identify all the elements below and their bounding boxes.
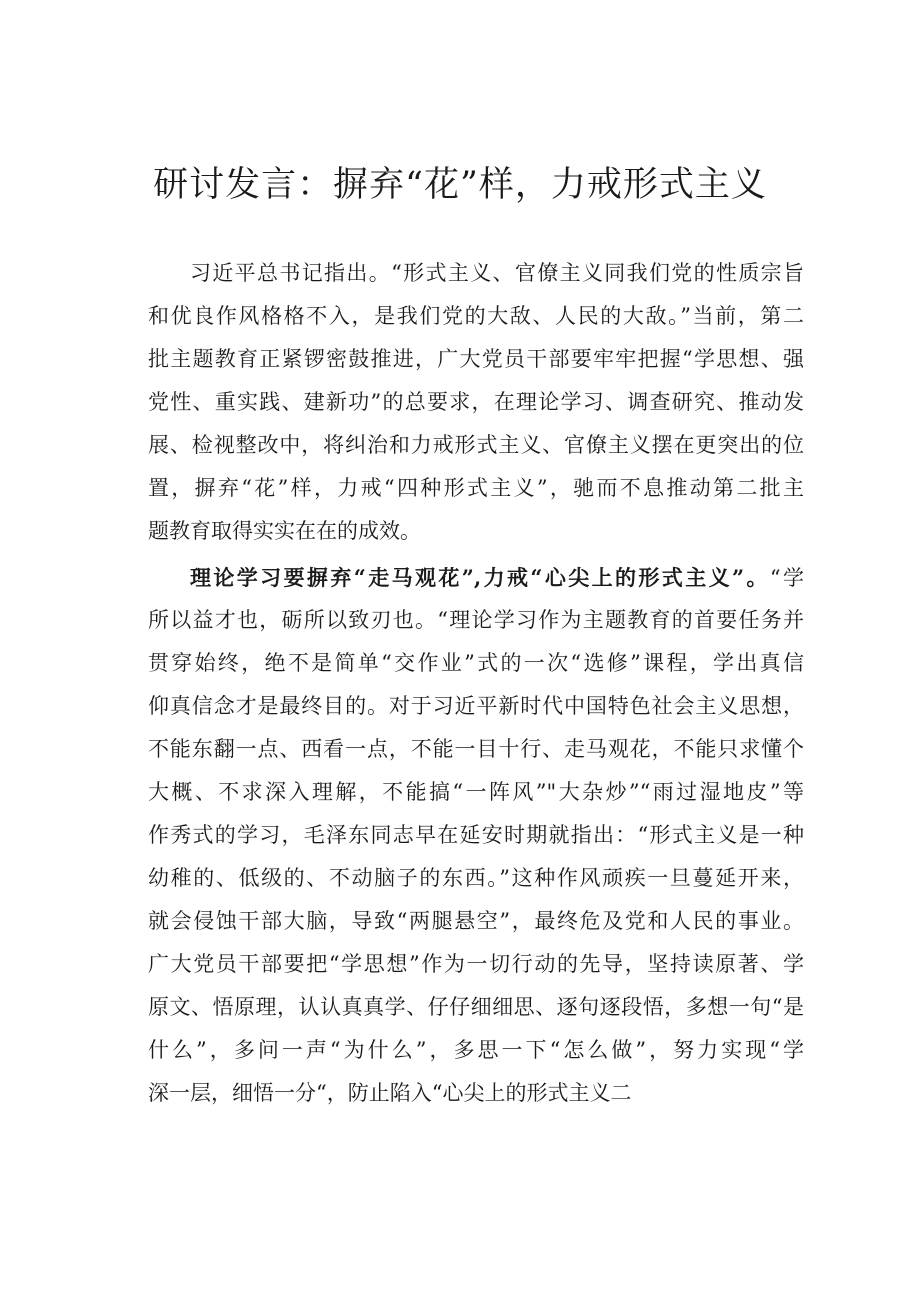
text-line (148, 556, 804, 599)
text-line: 不能东翻一点、西看一点，不能一目十行、走马观花，不能只求懂个 (148, 737, 804, 761)
paragraph-lead-heading: 理论学习要摒弃“走马观花”,力戒“心尖上的形式主义”。 (190, 565, 770, 590)
text-fragment: “学 (769, 566, 804, 590)
text-line: 就会侵蚀干部大脑，导致“两腿悬空”，最终危及党和人民的事业。 (148, 909, 804, 933)
text-line: 什么”，多问一声“为什么”，多思一下“怎么做”，努力实现“学 (148, 1038, 804, 1062)
text-line: 和优良作风格格不入，是我们党的大敌、人民的大敌。”当前，第二 (148, 304, 804, 328)
text-line: 所以益才也，砺所以致刃也。“理论学习作为主题教育的首要任务并 (148, 608, 804, 632)
text-line: 广大党员干部要把“学思想”作为一切行动的先导，坚持读原著、学 (148, 952, 804, 976)
document-title: 研讨发言：摒弃“花”样，力戒形式主义 (153, 165, 767, 205)
text-line: 置，摒弃“花”样，力戒“四种形式主义”，驰而不息推动第二批主 (148, 476, 804, 500)
text-line: 批主题教育正紧锣密鼓推进，广大党员干部要牢牢把握“学思想、强 (148, 347, 804, 371)
text-line: 幼稚的、低级的、不动脑子的东西。”这种作风顽疾一旦蔓延开来， (148, 866, 804, 890)
text-line: 贯穿始终，绝不是简单“交作业”式的一次“选修”课程，学出真信 (148, 651, 804, 675)
text-line: 展、检视整改中，将纠治和力戒形式主义、官僚主义摆在更突出的位 (148, 433, 804, 457)
text-line: 作秀式的学习，毛泽东同志早在延安时期就指出：“形式主义是一种 (148, 823, 804, 847)
text-line: 题教育取得实实在在的成效。 (148, 519, 421, 543)
paragraph-intro (148, 252, 804, 553)
text-line: 党性、重实践、建新功”的总要求，在理论学习、调查研究、推动发 (148, 390, 804, 414)
paragraph-theory-study (148, 556, 804, 1115)
text-line: 仰真信念才是最终目的。对于习近平新时代中国特色社会主义思想， (148, 694, 804, 718)
text-line: 习近平总书记指出。“形式主义、官僚主义同我们党的性质宗旨 (190, 261, 804, 285)
text-line: 原文、悟原理，认认真真学、仔仔细细思、逐句逐段悟，多想一句“是 (148, 995, 804, 1019)
text-line: 大概、不求深入理解，不能搞“一阵风”"大杂炒”“雨过湿地皮”等 (148, 780, 804, 804)
text-line: 深一层，细悟一分“，防止陷入“心尖上的形式主义二 (148, 1081, 632, 1105)
